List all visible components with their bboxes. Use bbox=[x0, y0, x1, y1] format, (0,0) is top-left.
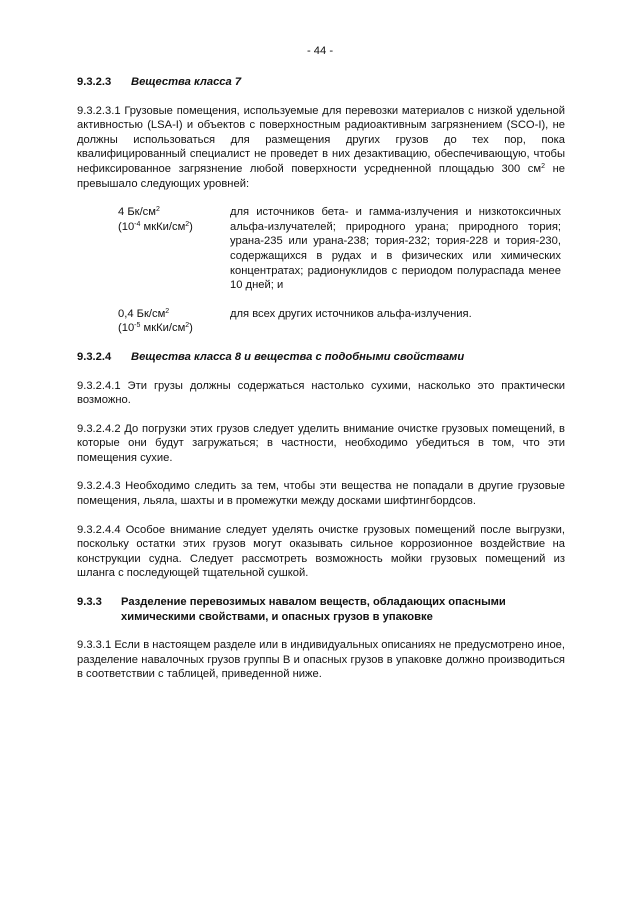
limit-entry-beta-gamma bbox=[118, 205, 561, 293]
limit-value: 0,4 $Бк/см^2$ ($10^{-5}$ мкКи/$см^2$) bbox=[118, 307, 193, 335]
paragraph-9-3-3-1: 9.3.3.1 Если в настоящем разделе или в индивидуальных описаниях не предусмотрено иное, разделение навалочных грузов группы В и опасных грузов в упаковке должно производиться в соответствии с таблицей, приведенной ниже. bbox=[77, 639, 565, 681]
page-number: - 44 - bbox=[306, 45, 334, 57]
limit-description: для источников бета- и гамма-излучения и низкотоксичных альфа-излучателей; природного урана; природного тория; урана-235 или урана-238; тория-232; тория-228 и тория-230, содержащихся в рудах и в физических или химических концентратах; радионуклидов с периодом полураспада менее 10 дней; и bbox=[230, 206, 561, 292]
paragraph-9-3-2-3-1: 9.3.2.3.1 Грузовые помещения, используемые для перевозки материалов с низкой удельной активностью (LSA-I) и объектов с поверхностным радиоактивным загрязнением (SCO-I), не должны использоваться для размещения других грузов до тех пор, пока квалифицированный специалист не проведет в них дезактивацию, обеспечивающую, чтобы нефиксированное загрязнение любой поверхности усредненной площадью 300 $см^2$ не превышало следующих уровней: bbox=[77, 104, 565, 190]
limit-entry-alpha bbox=[118, 307, 561, 336]
paragraph-9-3-2-4-2: 9.3.2.4.2 До погрузки этих грузов следует уделить внимание очистке грузовых помещений, в которые они будут загружаться; в частности, необходимо убедиться в том, что эти помещения сухие. bbox=[77, 422, 565, 464]
section-number: 9.3.2.3 bbox=[77, 76, 112, 88]
section-number: 9.3.3 bbox=[77, 596, 102, 609]
section-number: 9.3.2.4 bbox=[77, 350, 112, 363]
limit-value: 4 $Бк/см^2$ ($10^{-4}$ мкКи/$см^2$) bbox=[118, 206, 193, 233]
section-heading-9-3-2-3 bbox=[77, 75, 565, 90]
section-heading-9-3-2-4 bbox=[77, 350, 565, 365]
section-title: Вещества класса 8 и вещества с подобными свойствами bbox=[131, 350, 465, 363]
section-heading-9-3-3 bbox=[77, 595, 565, 624]
section-title: Вещества класса 7 bbox=[131, 76, 242, 88]
document-body bbox=[77, 75, 565, 682]
paragraph-9-3-2-4-4: 9.3.2.4.4 Особое внимание следует уделять очистке грузовых помещений после выгрузки, поскольку остатки этих грузов могут оказывать сильное коррозионное воздействие на конструкции судна. Следует рассмотреть возможность мойки грузовых помещений из шланга с последующей тщательной сушкой. bbox=[77, 523, 565, 580]
limit-description: для всех других источников альфа-излучения. bbox=[230, 307, 472, 320]
paragraph-9-3-2-4-3: 9.3.2.4.3 Необходимо следить за тем, чтобы эти вещества не попадали в другие грузовые помещения, льяла, шахты и в промежутки между досками шифтингбордсов. bbox=[77, 480, 565, 508]
paragraph-9-3-2-4-1: 9.3.2.4.1 Эти грузы должны содержаться настолько сухими, насколько это практически возможно. bbox=[77, 379, 565, 407]
section-title: Разделение перевозимых навалом веществ, обладающих опасными химическими свойствами, и опасных грузов в упаковке bbox=[121, 596, 506, 623]
